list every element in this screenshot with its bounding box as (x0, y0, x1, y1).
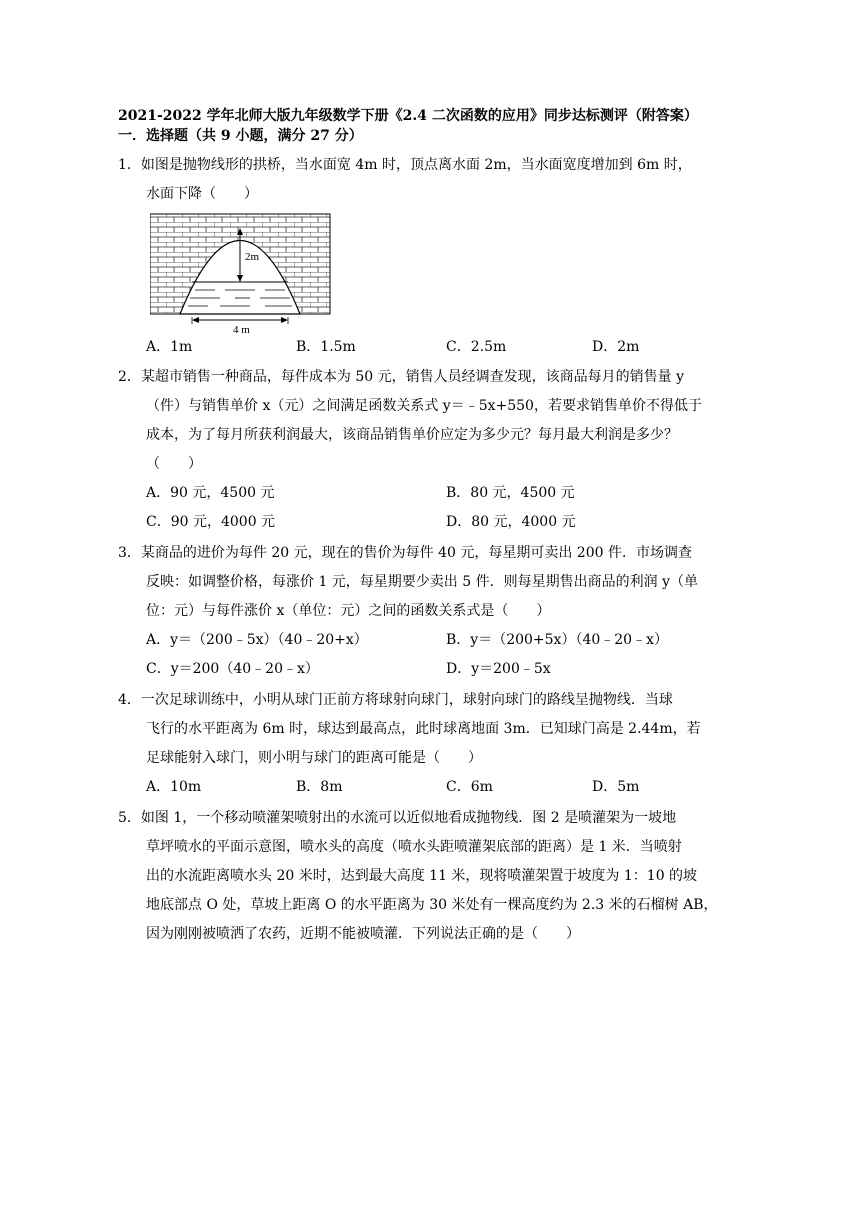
document-title: 2021-2022 学年北师大版九年级数学下册《2.4 二次函数的应用》同步达标测评（附答案） (118, 108, 698, 124)
question-2-option-b: B．80 元，4500 元 (446, 485, 575, 501)
question-5-line-1: 5．如图 1，一个移动喷灌架喷射出的水流可以近似地看成抛物线．图 2 是喷灌架为一坡地 (118, 810, 677, 826)
question-4-option-a: A．10m (146, 779, 202, 795)
arch-bridge-figure (150, 212, 332, 334)
question-2-option-a: A．90 元，4500 元 (146, 485, 275, 501)
width-arrow (192, 317, 288, 324)
question-4-line-2: 飞行的水平距离为 6m 时，球达到最高点，此时球离地面 3m．已知球门高是 2.44m，若 (146, 721, 701, 737)
question-3-option-d: D．y＝200﹣5x (446, 661, 551, 677)
question-4-line-3: 足球能射入球门，则小明与球门的距离可能是（ ） (146, 750, 482, 766)
question-5-line-2: 草坪喷水的平面示意图，喷水头的高度（喷水头距喷灌架底部的距离）是 1 米．当喷射 (146, 839, 682, 855)
question-1-line-2: 水面下降（ ） (146, 186, 258, 202)
section-heading: 一．选择题（共 9 小题，满分 27 分） (118, 128, 363, 144)
question-3-line-3: 位：元）与每件涨价 x（单位：元）之间的函数关系式是（ ） (146, 603, 551, 619)
question-3-line-2: 反映：如调整价格，每涨价 1 元，每星期要少卖出 5 件．则每星期售出商品的利润 y（单 (146, 574, 698, 590)
question-3-line-1: 3．某商品的进价为每件 20 元，现在的售价为每件 40 元，每星期可卖出 200 件．市场调查 (118, 545, 692, 561)
question-2-line-4: （ ） (146, 456, 202, 472)
question-1-option-b: B．1.5m (296, 339, 356, 355)
question-2-line-2: （件）与销售单价 x（元）之间满足函数关系式 y＝﹣5x+550，若要求销售单价不得低于 (146, 398, 702, 414)
question-2-line-1: 2．某超市销售一种商品，每件成本为 50 元，销售人员经调查发现，该商品每月的销售量 y (118, 369, 684, 385)
question-3-option-c: C．y＝200（40﹣20﹣x） (146, 661, 319, 677)
question-1-option-c: C．2.5m (446, 339, 507, 355)
height-label: 2m (245, 251, 260, 263)
question-5-line-5: 因为刚刚被喷洒了农药，近期不能被喷灌．下列说法正确的是（ ） (146, 926, 580, 942)
question-5-line-4: 地底部点 O 处，草坡上距离 O 的水平距离为 30 米处有一棵高度约为 2.3 米的石榴树 AB， (146, 897, 718, 913)
question-3-option-b: B．y＝（200+5x）（40﹣20﹣x） (446, 632, 668, 648)
question-3-option-a: A．y＝（200﹣5x）（40﹣20+x） (146, 632, 368, 648)
question-1-option-d: D．2m (592, 339, 640, 355)
question-2-line-3: 成本，为了每月所获利润最大，该商品销售单价应定为多少元？每月最大利润是多少？ (146, 427, 678, 443)
question-4-option-c: C．6m (446, 779, 493, 795)
question-1-line-1: 1．如图是抛物线形的拱桥，当水面宽 4m 时，顶点离水面 2m，当水面宽度增加到 6m 时， (118, 157, 692, 173)
question-4-option-b: B．8m (296, 779, 343, 795)
question-4-option-d: D．5m (592, 779, 640, 795)
question-2-option-c: C．90 元，4000 元 (146, 514, 276, 530)
question-4-line-1: 4．一次足球训练中，小明从球门正前方将球射向球门，球射向球门的路线呈抛物线．当球 (118, 692, 673, 708)
question-5-line-3: 出的水流距离喷水头 20 米时，达到最大高度 11 米，现将喷灌架置于坡度为 1：10 的坡 (146, 868, 698, 884)
question-1-option-a: A．1m (146, 339, 193, 355)
question-2-option-d: D．80 元，4000 元 (446, 514, 576, 530)
width-label: 4 m (233, 324, 250, 334)
